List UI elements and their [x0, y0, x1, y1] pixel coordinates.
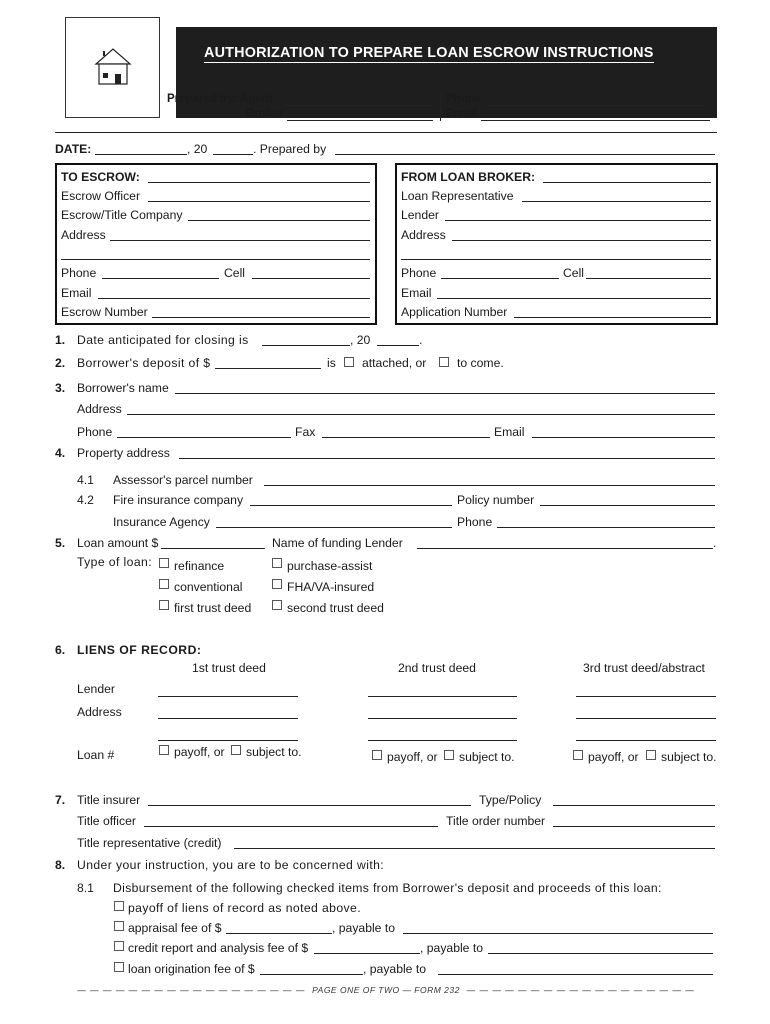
prepared-by-label: . Prepared by [253, 142, 327, 156]
fha-va-label: FHA/VA-insured [287, 580, 375, 594]
origination-payable-label: , payable to [363, 962, 427, 976]
title-representative-label: Title representative (credit) [77, 836, 222, 850]
credit-report-label: credit report and analysis fee of $ [128, 941, 309, 955]
refinance-label: refinance [174, 559, 225, 573]
parcel-number-label: Assessor's parcel number [113, 473, 253, 487]
deposit-is-label: is [327, 356, 336, 370]
from-broker-heading: FROM LOAN BROKER: [401, 170, 536, 184]
insurance-agency-field[interactable] [216, 527, 452, 528]
footer-dashes-right: — — — — — — — — — — — — — — — — — — [459, 985, 695, 995]
lien-2-lender-field[interactable] [368, 696, 517, 697]
loan-representative-label: Loan Representative [401, 189, 514, 203]
credit-report-checkbox[interactable] [114, 941, 124, 951]
item-6-number: 6. [55, 643, 66, 657]
origination-payee-field[interactable] [438, 974, 713, 975]
origination-checkbox[interactable] [114, 962, 124, 972]
deposit-label: Borrower's deposit of $ [77, 356, 211, 370]
appraisal-label: appraisal fee of $ [128, 921, 222, 935]
liens-lender-label: Lender [77, 682, 115, 696]
instructions-label: Under your instruction, you are to be concerned with: [77, 858, 385, 872]
broker-email-label: Email [401, 286, 432, 300]
item-4-number: 4. [55, 446, 66, 460]
fire-insurance-field[interactable] [250, 505, 452, 506]
closing-date-label: Date anticipated for closing is [77, 333, 249, 347]
prepared-by-field[interactable] [335, 154, 715, 155]
conventional-checkbox[interactable] [159, 579, 169, 589]
header-divider [440, 93, 441, 121]
lien-2-payoff-label: payoff, or [387, 750, 438, 764]
closing-year-prefix: , 20 [350, 333, 371, 347]
prepared-by-agent-label: Prepared by: Agent [167, 93, 273, 105]
appraisal-checkbox[interactable] [114, 921, 124, 931]
appraisal-fee-field[interactable] [226, 933, 332, 934]
second-trust-deed-label: second trust deed [287, 601, 384, 615]
title-representative-field[interactable] [234, 848, 715, 849]
appraisal-payable-label: , payable to [332, 921, 396, 935]
lien-2-address-field-2[interactable] [368, 740, 517, 741]
broker-address-label: Address [401, 228, 446, 242]
borrower-fax-label: Fax [295, 425, 316, 439]
to-escrow-cell-field[interactable] [252, 278, 370, 279]
title-insurer-label: Title insurer [77, 793, 141, 807]
parcel-number-field[interactable] [264, 485, 715, 486]
borrower-email-field[interactable] [532, 437, 715, 438]
lien-1-address-field-2[interactable] [158, 740, 298, 741]
to-escrow-name-field[interactable] [148, 182, 370, 183]
purchase-assist-checkbox[interactable] [272, 558, 282, 568]
from-broker-panel [395, 163, 718, 325]
lien-2-payoff-checkbox[interactable] [372, 750, 382, 760]
loan-amount-field[interactable] [161, 548, 265, 549]
to-escrow-address-field-2[interactable] [61, 259, 370, 260]
page-footer [55, 985, 717, 995]
loan-amount-label: Loan amount $ [77, 536, 159, 550]
title-officer-field[interactable] [144, 826, 438, 827]
item-4-1-number: 4.1 [77, 473, 94, 487]
escrow-number-field[interactable] [152, 317, 370, 318]
to-escrow-phone-field[interactable] [102, 278, 219, 279]
header-phone-label: Phone [446, 93, 482, 105]
lien-1-payoff-checkbox[interactable] [159, 745, 169, 755]
escrow-title-company-field[interactable] [188, 220, 370, 221]
date-field[interactable] [95, 154, 187, 155]
footer-dashes-left: — — — — — — — — — — — — — — — — — — [77, 985, 313, 995]
broker-email-field[interactable] [437, 298, 711, 299]
liens-address-label: Address [77, 705, 122, 719]
to-escrow-phone-label: Phone [61, 266, 97, 280]
escrow-title-company-label: Escrow/Title Company [61, 208, 183, 222]
borrower-address-field[interactable] [127, 414, 715, 415]
conventional-label: conventional [174, 580, 243, 594]
to-escrow-address-field[interactable] [110, 240, 370, 241]
date-year-prefix: , 20 [187, 142, 208, 156]
header-email-field[interactable] [481, 120, 710, 121]
liens-loan-number-label: Loan # [77, 748, 115, 762]
lien-1-subject-checkbox[interactable] [231, 745, 241, 755]
to-escrow-email-field[interactable] [98, 298, 370, 299]
item-5-number: 5. [55, 536, 66, 550]
footer-text: PAGE ONE OF TWO — FORM 232 [312, 985, 460, 995]
borrower-fax-field[interactable] [322, 437, 490, 438]
broker-cell-label: Cell [563, 266, 584, 280]
liens-heading: LIENS OF RECORD: [77, 643, 202, 657]
to-escrow-address-label: Address [61, 228, 106, 242]
second-trust-deed-checkbox[interactable] [272, 600, 282, 610]
header-rule [55, 132, 717, 133]
origination-fee-field[interactable] [260, 974, 363, 975]
broker-lender-field[interactable] [445, 220, 711, 221]
title-insurer-field[interactable] [148, 805, 471, 806]
type-policy-label: Type/Policy [479, 793, 542, 807]
to-come-label: to come. [457, 356, 504, 370]
date-year-field[interactable] [213, 154, 253, 155]
broker-lender-label: Lender [401, 208, 439, 222]
escrow-number-label: Escrow Number [61, 305, 148, 319]
fire-insurance-label: Fire insurance company [113, 493, 244, 507]
insurance-phone-label: Phone [457, 515, 493, 529]
closing-year-field[interactable] [377, 345, 419, 346]
type-policy-field[interactable] [553, 805, 715, 806]
application-number-field[interactable] [514, 317, 711, 318]
item-2-number: 2. [55, 356, 66, 370]
liens-col-2: 2nd trust deed [398, 661, 476, 675]
property-address-field[interactable] [179, 458, 715, 459]
purchase-assist-label: purchase-assist [287, 559, 373, 573]
item-1-number: 1. [55, 333, 66, 347]
funding-lender-label: Name of funding Lender [272, 536, 403, 550]
closing-date-field[interactable] [262, 345, 350, 346]
lien-3-subject-checkbox[interactable] [646, 750, 656, 760]
to-escrow-email-label: Email [61, 286, 92, 300]
funding-lender-period: . [713, 536, 717, 550]
payoff-liens-label: payoff of liens of record as noted above. [128, 901, 361, 915]
to-escrow-heading: TO ESCROW: [61, 170, 140, 184]
borrower-address-label: Address [77, 402, 122, 416]
item-8-number: 8. [55, 858, 66, 872]
lien-1-payoff-label: payoff, or [174, 745, 225, 759]
item-7-number: 7. [55, 793, 66, 807]
lien-2-address-field[interactable] [368, 718, 517, 719]
lien-3-lender-field[interactable] [576, 696, 716, 697]
broker-phone-label: Phone [401, 266, 437, 280]
title-officer-label: Title officer [77, 814, 136, 828]
insurance-agency-label: Insurance Agency [113, 515, 210, 529]
deposit-amount-field[interactable] [215, 368, 321, 369]
attached-checkbox[interactable] [344, 357, 354, 367]
refinance-checkbox[interactable] [159, 558, 169, 568]
credit-payable-label: , payable to [420, 941, 484, 955]
liens-col-3: 3rd trust deed/abstract [583, 661, 705, 675]
broker-address-field-2[interactable] [401, 259, 711, 260]
escrow-officer-label: Escrow Officer [61, 189, 141, 203]
house-logo-icon [66, 18, 159, 117]
header-phone-field[interactable] [485, 105, 708, 106]
liens-col-1: 1st trust deed [192, 661, 266, 675]
borrower-phone-field[interactable] [117, 437, 291, 438]
item-3-number: 3. [55, 381, 66, 395]
form-title: AUTHORIZATION TO PREPARE LOAN ESCROW INSTRUCTIONS [204, 45, 654, 61]
from-broker-name-field[interactable] [543, 182, 711, 183]
credit-report-fee-field[interactable] [314, 953, 420, 954]
broker-phone-field[interactable] [441, 278, 559, 279]
borrower-name-label: Borrower's name [77, 381, 169, 395]
to-come-checkbox[interactable] [439, 357, 449, 367]
first-trust-deed-checkbox[interactable] [159, 600, 169, 610]
lien-3-payoff-checkbox[interactable] [573, 750, 583, 760]
broker-field[interactable] [287, 120, 433, 121]
origination-label: loan origination fee of $ [128, 962, 255, 976]
broker-cell-field[interactable] [586, 278, 711, 279]
agent-field[interactable] [285, 105, 433, 106]
first-trust-deed-label: first trust deed [174, 601, 252, 615]
loan-type-label: Type of loan: [77, 555, 152, 569]
loan-representative-field[interactable] [522, 201, 711, 202]
disbursement-label: Disbursement of the following checked items from Borrower's deposit and proceeds of this loan: [113, 881, 662, 895]
lien-2-subject-checkbox[interactable] [444, 750, 454, 760]
lien-1-address-field[interactable] [158, 718, 298, 719]
credit-payee-field[interactable] [488, 953, 713, 954]
property-address-label: Property address [77, 446, 170, 460]
funding-lender-field[interactable] [417, 548, 713, 549]
closing-period: . [419, 333, 423, 347]
logo-box [65, 17, 160, 118]
policy-number-label: Policy number [457, 493, 535, 507]
lien-3-payoff-label: payoff, or [588, 750, 639, 764]
insurance-phone-field[interactable] [497, 527, 715, 528]
to-escrow-cell-label: Cell [224, 266, 245, 280]
item-4-2-number: 4.2 [77, 493, 94, 507]
borrower-name-field[interactable] [175, 393, 715, 394]
title-order-number-field[interactable] [553, 826, 715, 827]
escrow-officer-field[interactable] [148, 201, 370, 202]
borrower-email-label: Email [494, 425, 525, 439]
appraisal-payee-field[interactable] [403, 933, 713, 934]
broker-address-field[interactable] [452, 240, 711, 241]
item-8-1-number: 8.1 [77, 881, 94, 895]
lien-3-address-field-2[interactable] [576, 740, 716, 741]
to-escrow-panel [55, 163, 377, 325]
lien-2-subject-label: subject to. [459, 750, 515, 764]
payoff-liens-checkbox[interactable] [114, 901, 124, 911]
lien-1-lender-field[interactable] [158, 696, 298, 697]
fha-va-checkbox[interactable] [272, 579, 282, 589]
policy-number-field[interactable] [540, 505, 715, 506]
date-label: DATE: [55, 142, 92, 156]
title-order-number-label: Title order number [446, 814, 546, 828]
lien-1-subject-label: subject to. [246, 745, 302, 759]
borrower-phone-label: Phone [77, 425, 113, 439]
lien-3-address-field[interactable] [576, 718, 716, 719]
broker-label: Broker [246, 108, 284, 120]
header-email-label: Email [446, 108, 477, 120]
lien-3-subject-label: subject to. [661, 750, 717, 764]
attached-label: attached, or [362, 356, 427, 370]
application-number-label: Application Number [401, 305, 508, 319]
